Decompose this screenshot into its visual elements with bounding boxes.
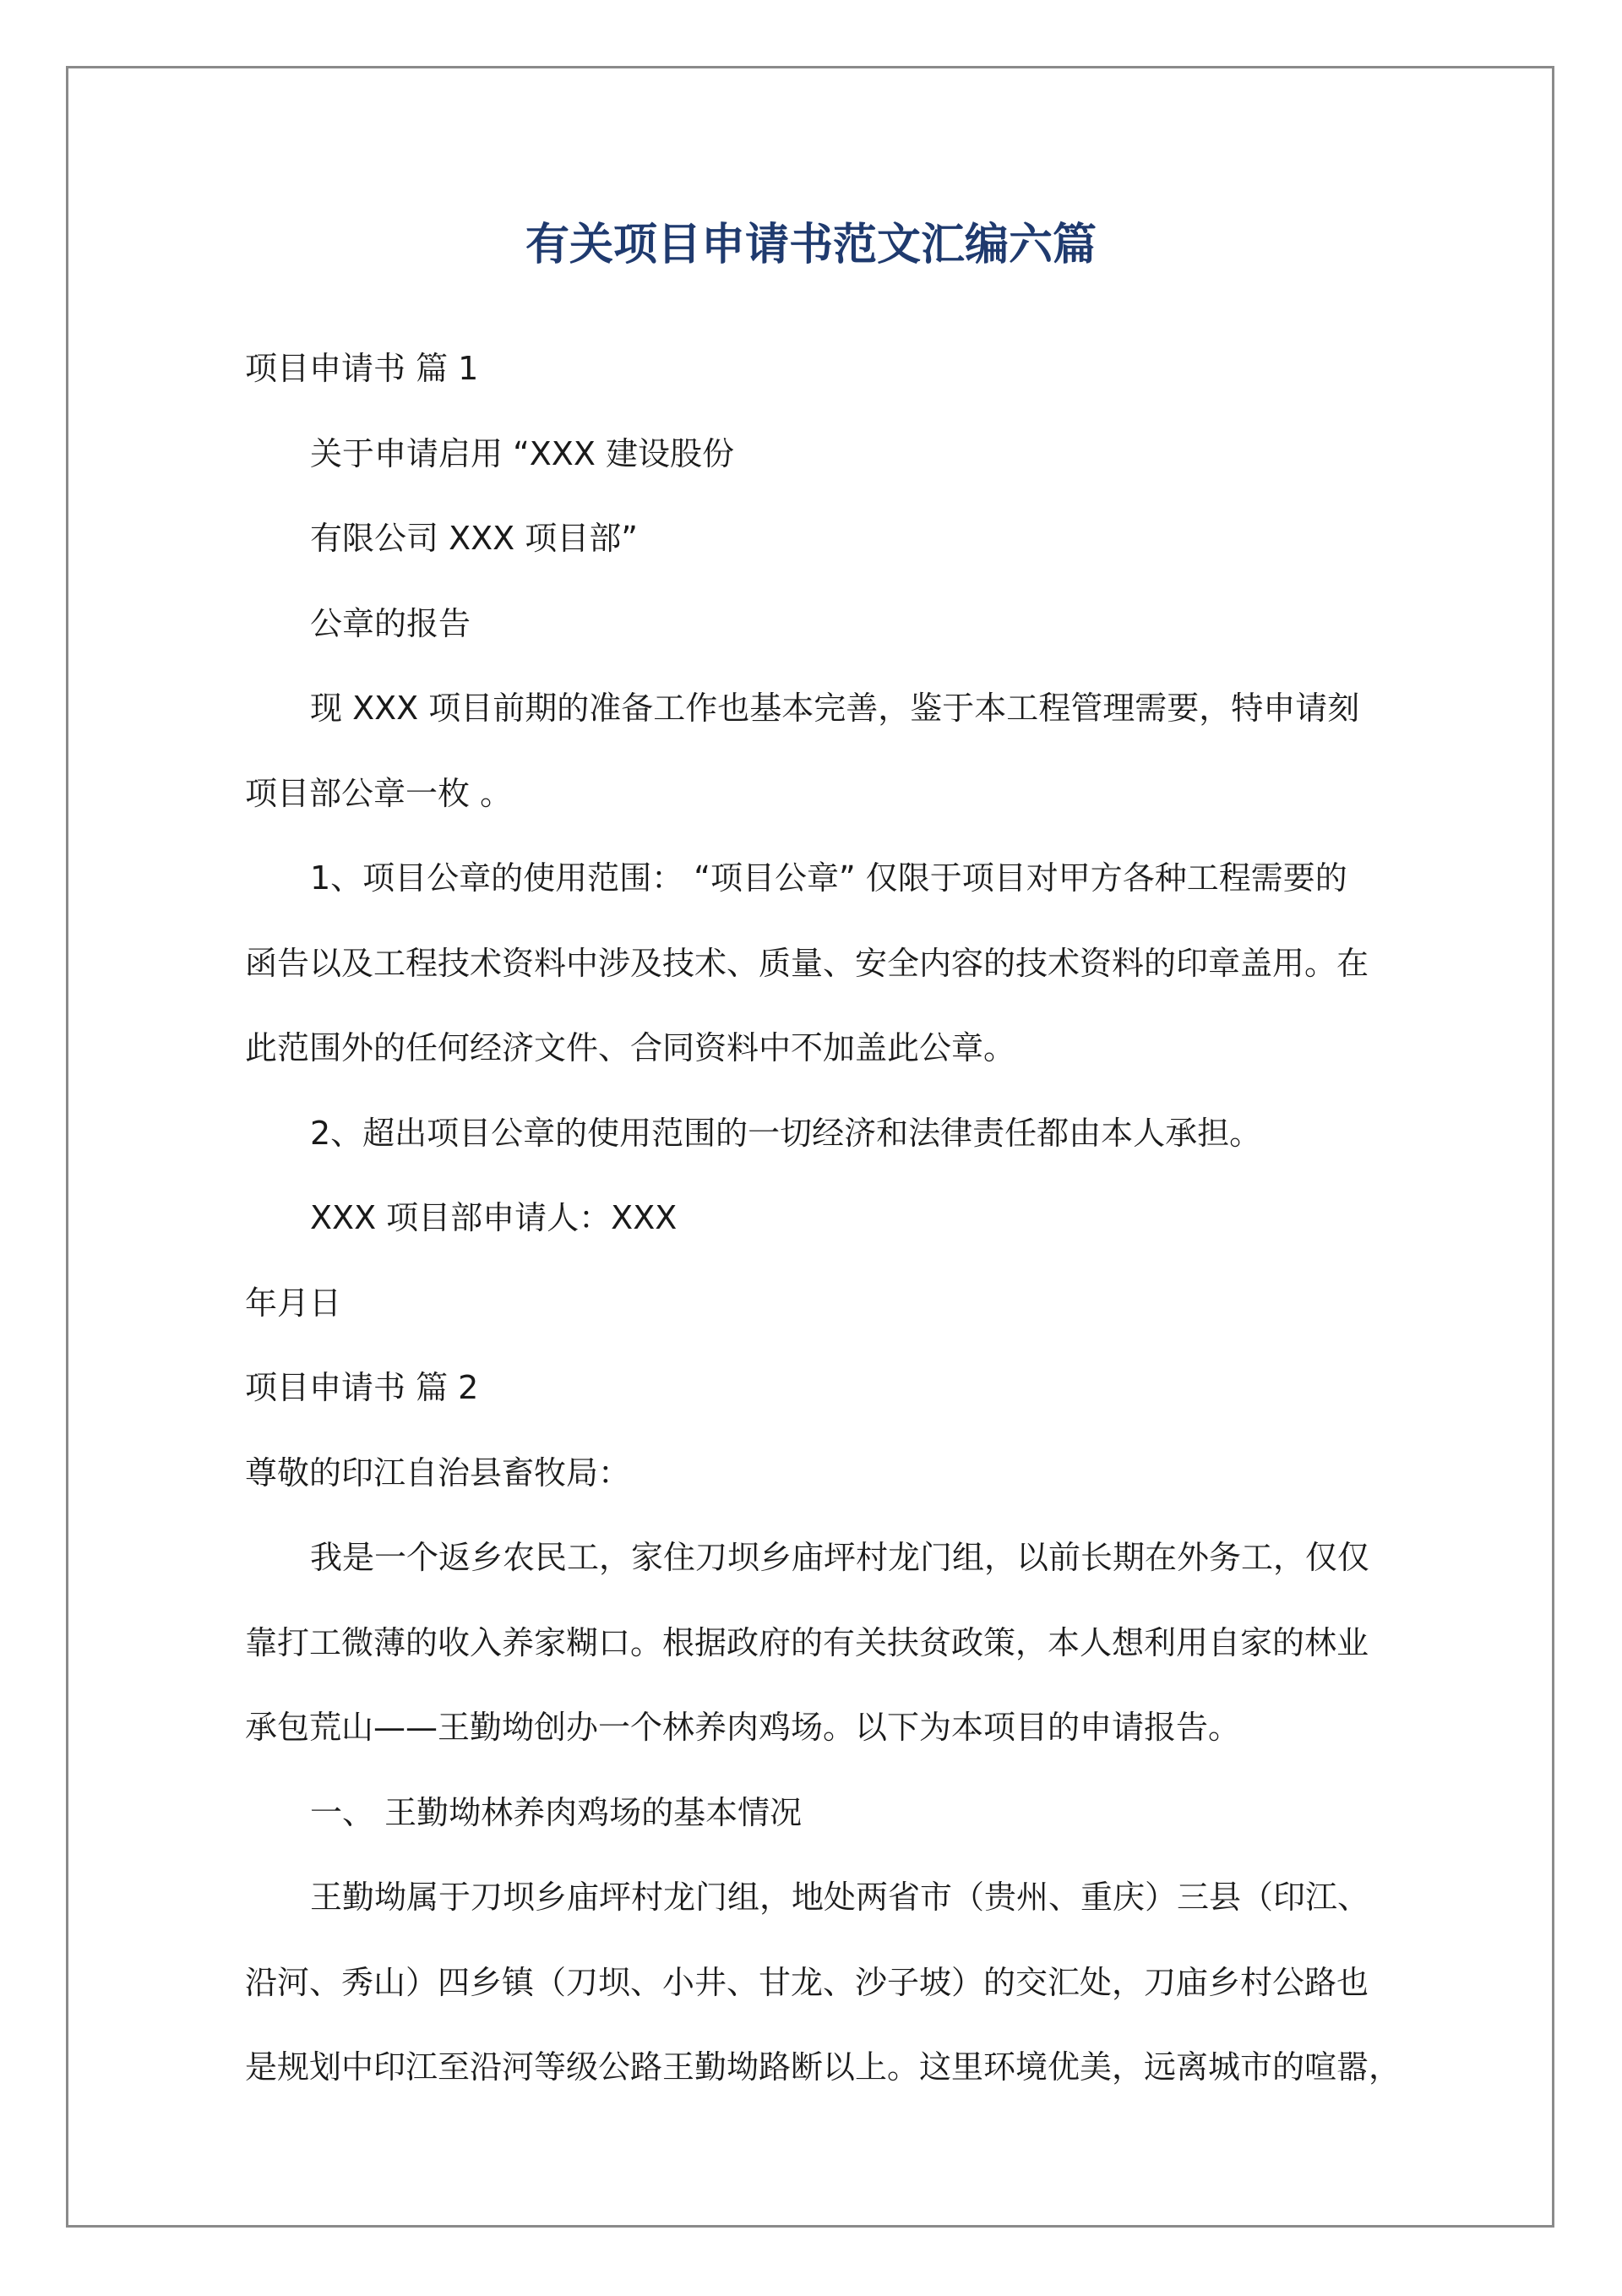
paragraph-line: 现 XXX 项目前期的准备工作也基本完善，鉴于本工程管理需要，特申请刻 [310,690,1360,727]
paragraph-line: 项目申请书 篇 2 [245,1369,479,1406]
paragraph-line: 1、项目公章的使用范围： “项目公章” 仅限于项目对甲方各种工程需要的 [310,859,1347,897]
paragraph-line: 尊敬的印江自治县畜牧局： [245,1453,631,1492]
paragraph-line: 关于申请启用 “XXX 建设股份 [310,434,734,472]
paragraph-line: 项目申请书 篇 1 [245,350,479,387]
paragraph-line: 项目部公章一枚 。 [245,774,513,812]
paragraph-line: 王勤坳属于刀坝乡庙坪村龙门组，地处两省市（贵州、重庆）三县（印江、 [310,1879,1370,1916]
paragraph-line: 我是一个返乡农民工，家住刀坝乡庙坪村龙门组，以前长期在外务工，仅仅 [310,1539,1370,1576]
paragraph-line: 靠打工微薄的收入养家糊口。根据政府的有关扶贫政策，本人想利用自家的林业 [245,1623,1369,1661]
paragraph-line: 是规划中印江至沿河等级公路王勤坳路断以上。这里环境优美，远离城市的喧嚣， [245,2048,1402,2086]
paragraph-line: 公章的报告 [310,604,471,642]
paragraph-line: 有限公司 XXX 项目部” [310,520,638,557]
paragraph-line: 此范围外的任何经济文件、合同资料中不加盖此公章。 [245,1029,1016,1066]
paragraph-line: 沿河、秀山）四乡镇（刀坝、小井、甘龙、沙子坡）的交汇处，刀庙乡村公路也 [245,1963,1369,2001]
document-title: 有关项目申请书范文汇编六篇 [525,220,1097,270]
paragraph-line: 年月日 [245,1284,342,1322]
paragraph-line: XXX 项目部申请人：XXX [310,1199,678,1236]
paragraph-line: 一、 王勤坳林养肉鸡场的基本情况 [310,1793,803,1831]
paragraph-line: 2、超出项目公章的使用范围的一切经济和法律责任都由本人承担。 [310,1114,1262,1152]
paragraph-line: 承包荒山——王勤坳创办一个林养肉鸡场。以下为本项目的申请报告。 [245,1709,1241,1746]
paragraph-line: 函告以及工程技术资料中涉及技术、质量、安全内容的技术资料的印章盖用。在 [245,944,1369,982]
